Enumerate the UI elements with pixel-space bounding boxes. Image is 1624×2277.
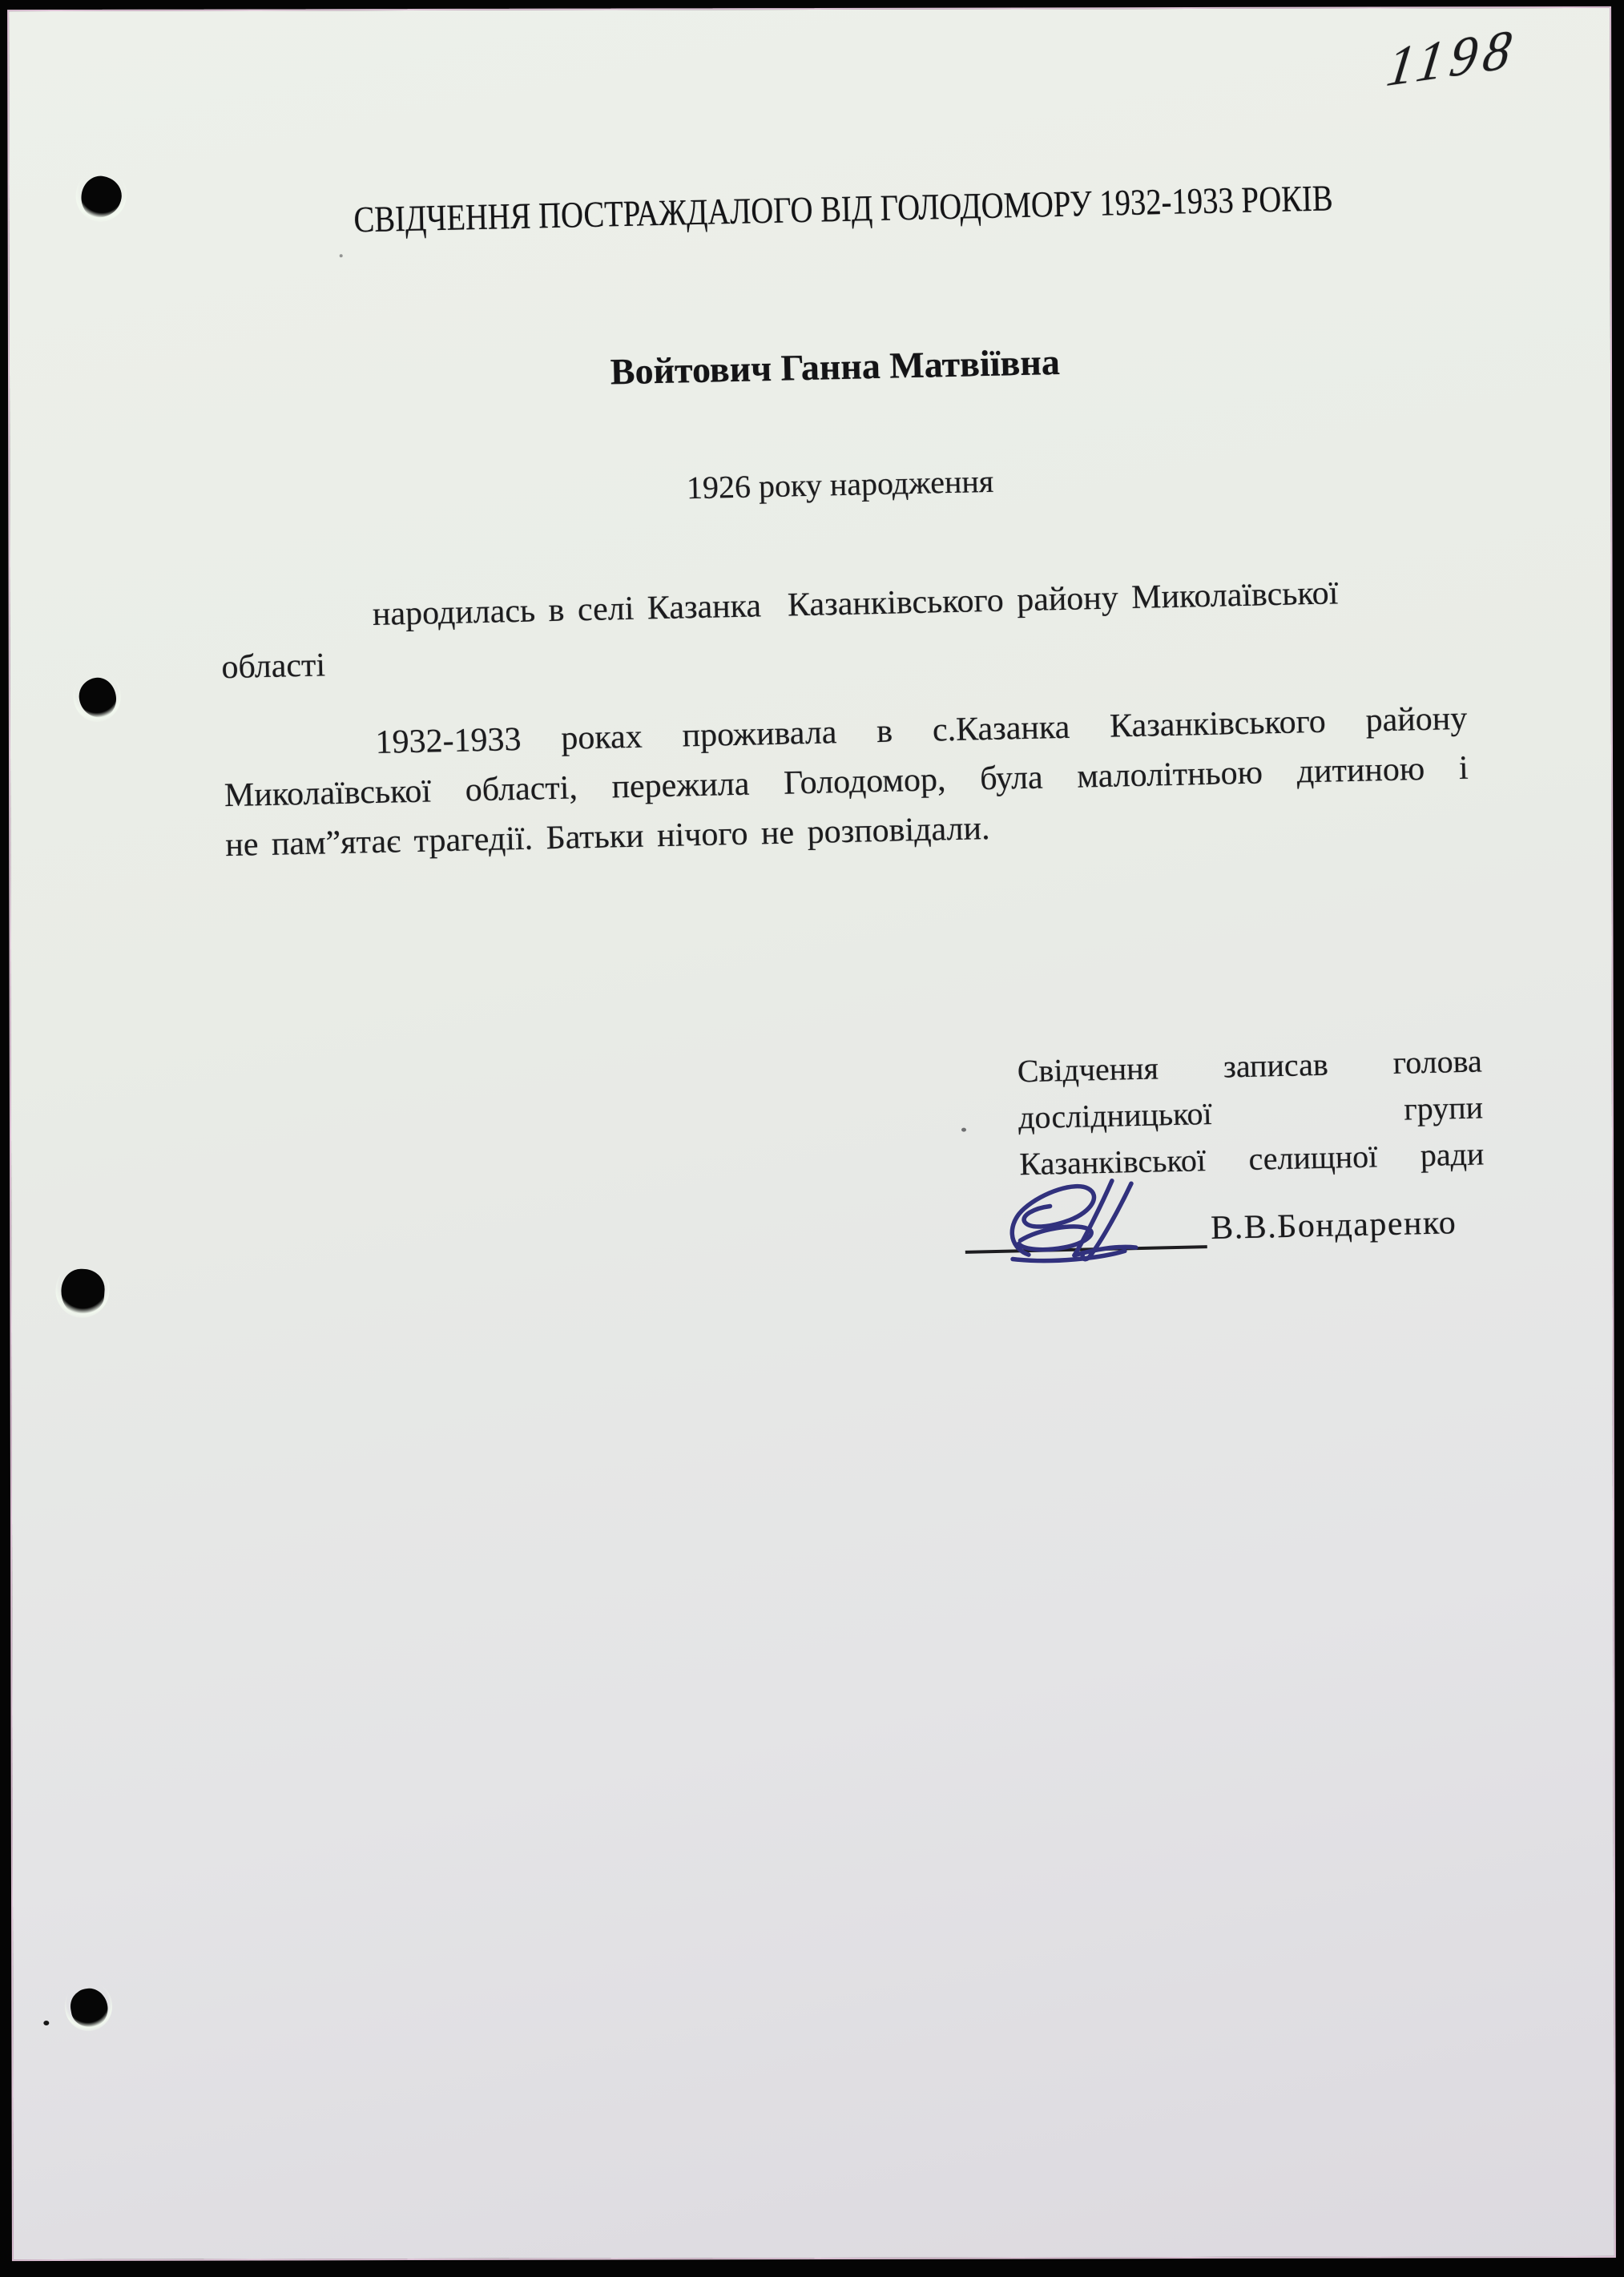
word: дитиною — [1296, 750, 1425, 791]
paragraph-birthplace — [220, 566, 1416, 692]
word: малолітньою — [1076, 754, 1263, 796]
paragraph-testimony — [223, 694, 1470, 870]
word: пережила — [611, 765, 750, 806]
document-title — [123, 171, 1566, 248]
word: ради — [1420, 1135, 1485, 1174]
word: була — [979, 759, 1044, 798]
word: Голодомор, — [783, 761, 946, 802]
word: Миколаївської — [224, 772, 432, 815]
word: Свідчення — [1017, 1050, 1159, 1090]
testimony-line-3: не пам”ятає трагедії. Батьки нічого не розповідали. — [224, 810, 990, 864]
handwritten-page-number: 1198 — [1383, 16, 1521, 99]
word: проживала — [682, 714, 837, 755]
word: селищної — [1248, 1138, 1378, 1177]
word: дослідницької — [1018, 1094, 1213, 1136]
word: Казанківської — [1018, 1142, 1207, 1183]
word: району — [1365, 699, 1468, 740]
word: Казанківського — [1109, 703, 1327, 745]
birthplace-line-2: області — [220, 647, 326, 687]
word: 1932-1933 — [375, 720, 522, 761]
word: і — [1458, 749, 1469, 788]
document-page — [9, 8, 1614, 2259]
word: групи — [1403, 1089, 1484, 1127]
recorder-name: В.В.Бондаренко — [1210, 1204, 1457, 1247]
word: с.Казанка — [932, 708, 1070, 749]
word: області, — [465, 769, 578, 809]
word: записав — [1223, 1046, 1329, 1085]
document-title-text: СВІДЧЕННЯ ПОСТРАЖДАЛОГО ВІД ГОЛОДОМОРУ 1932-1933 РОКІВ — [353, 177, 1334, 240]
word: голова — [1392, 1042, 1483, 1081]
attribution-block — [1017, 1038, 1485, 1187]
birth-year-line: 1926 року народження — [686, 462, 994, 506]
birthplace-line-1: народилась в селі Казанка Казанківського району Миколаївської — [372, 574, 1339, 634]
word: роках — [560, 718, 643, 757]
word: в — [876, 712, 893, 751]
signature-scribble — [995, 1172, 1213, 1269]
witness-name: Войтович Ганна Матвіївна — [610, 341, 1061, 393]
